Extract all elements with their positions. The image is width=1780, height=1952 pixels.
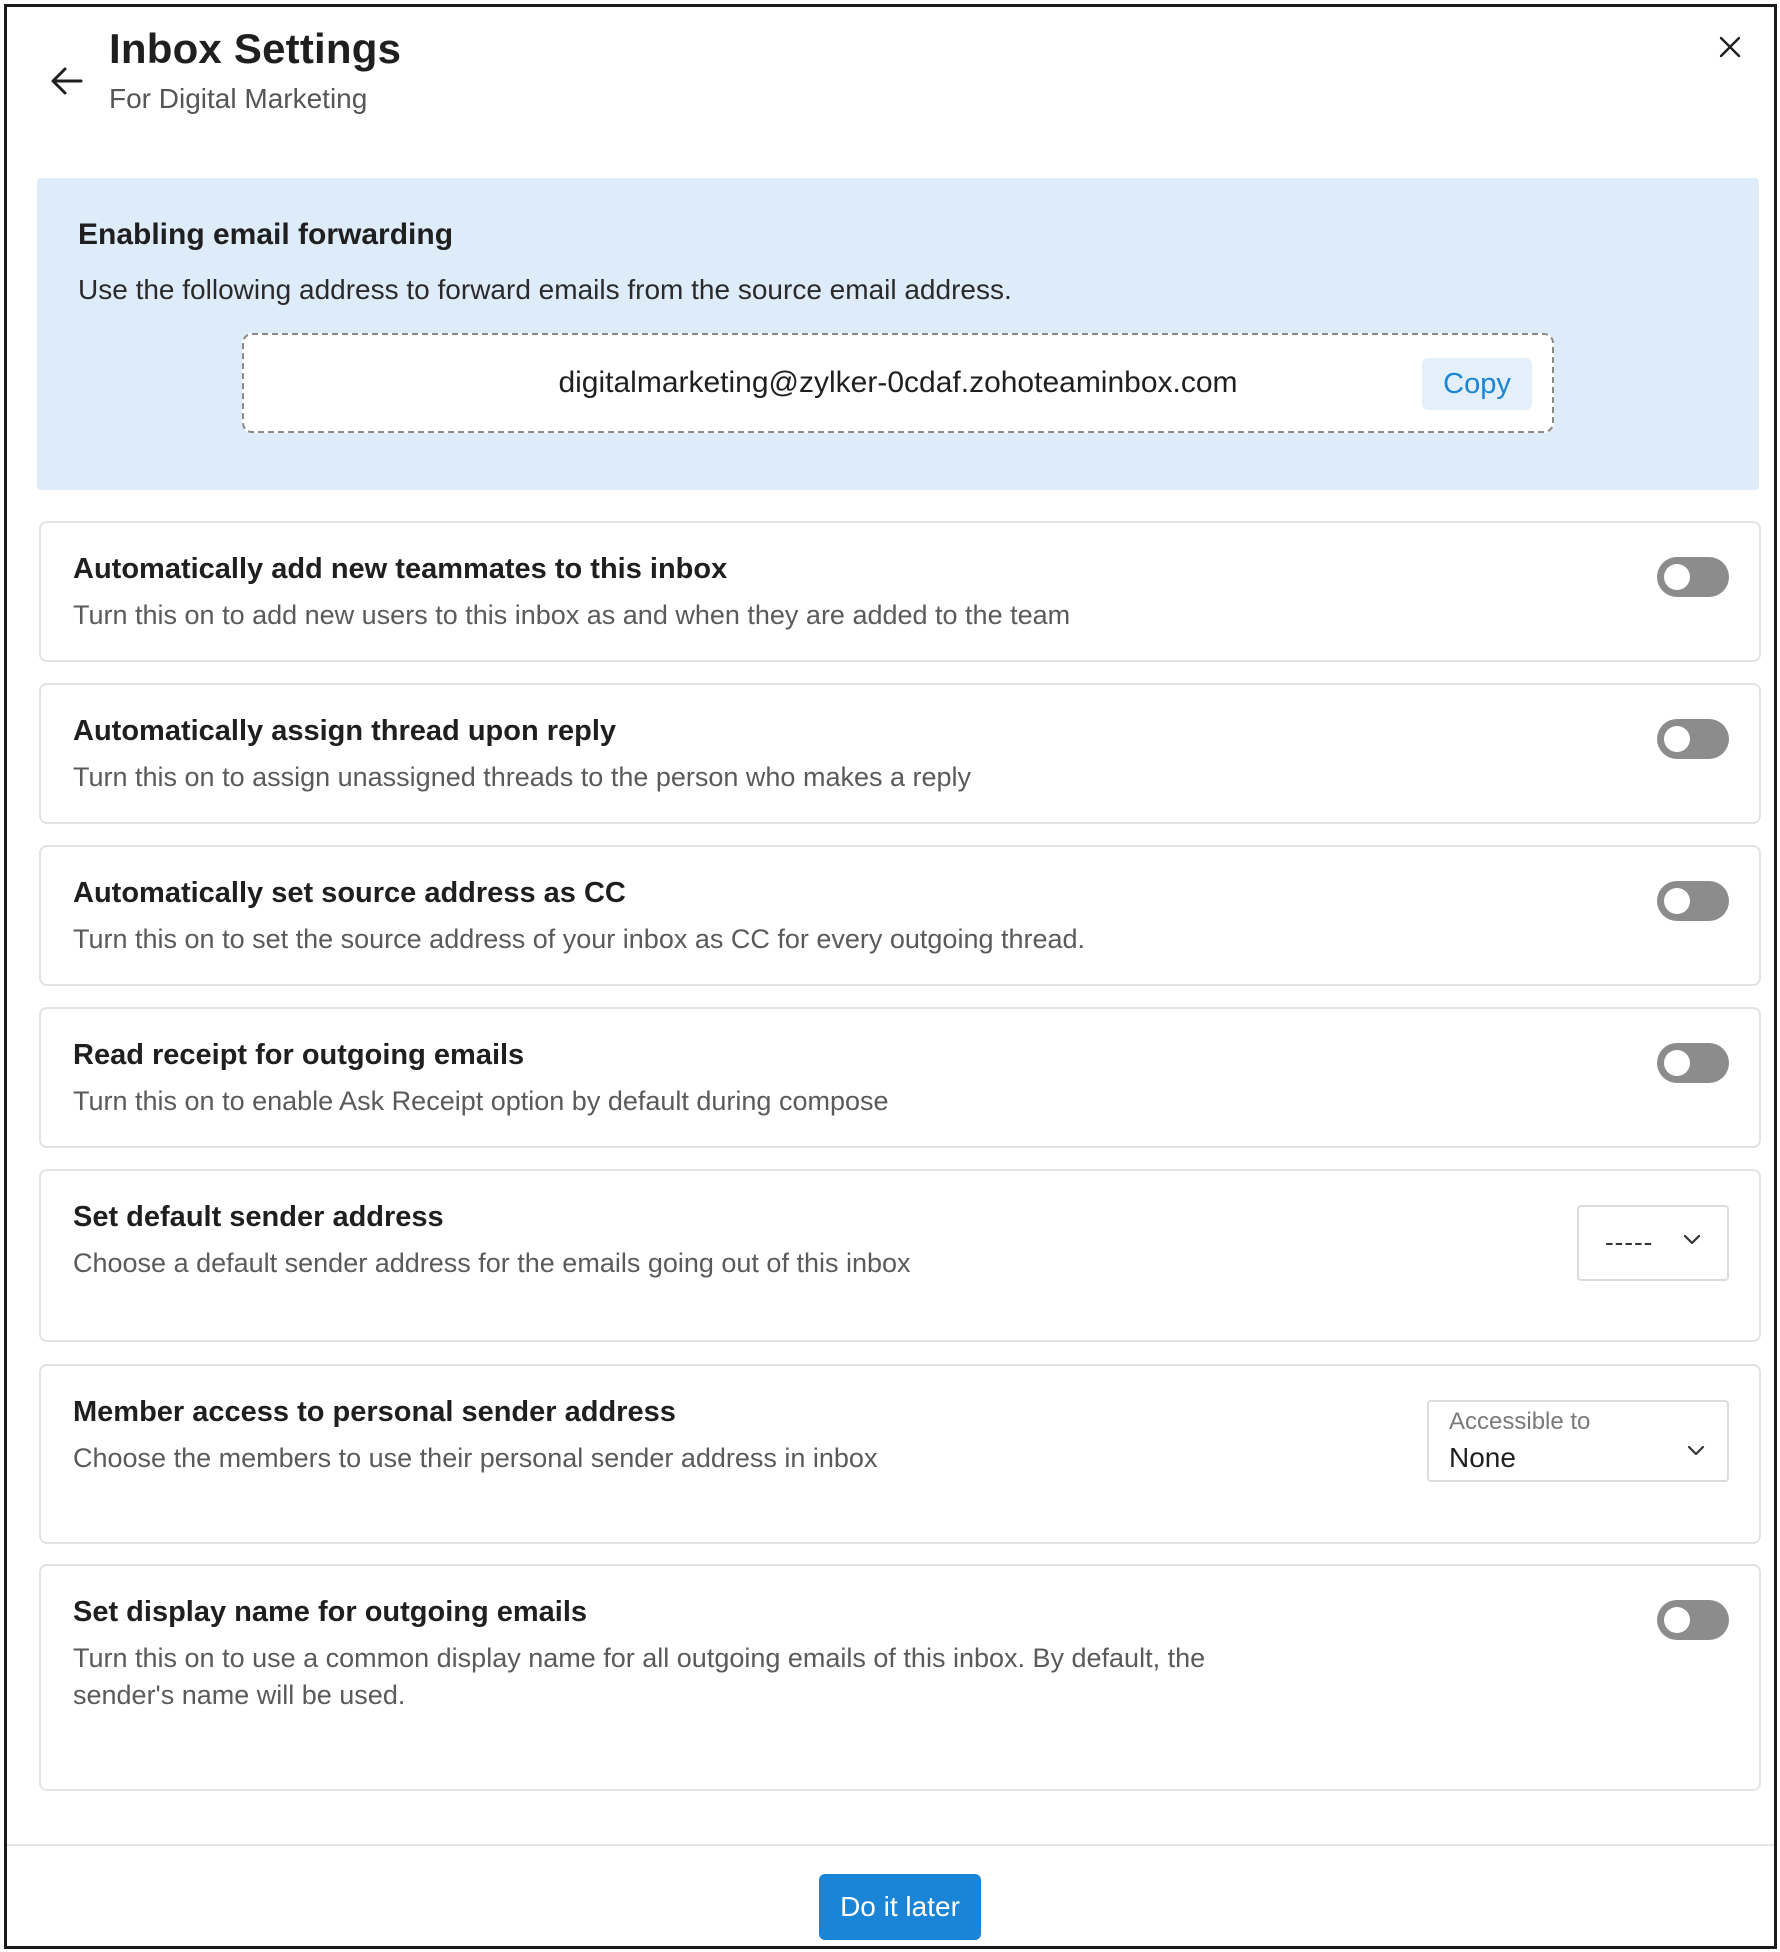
setting-card-member-access [39,1364,1761,1544]
back-arrow-icon[interactable] [45,59,89,103]
footer-divider [7,1844,1774,1846]
assign-thread-toggle[interactable] [1657,719,1729,759]
setting-description: Turn this on to enable Ask Receipt option by default during compose [73,1086,889,1116]
setting-card-read-receipt [39,1007,1761,1148]
select-label: Accessible to [1449,1408,1591,1435]
setting-title: Read receipt for outgoing emails [73,1039,525,1071]
setting-card-add-teammates [39,521,1761,662]
setting-card-default-sender [39,1169,1761,1342]
setting-description: Choose a default sender address for the emails going out of this inbox [73,1248,911,1278]
page-title: Inbox Settings [109,25,402,72]
do-it-later-button[interactable]: Do it later [819,1874,981,1940]
add-teammates-toggle[interactable] [1657,557,1729,597]
setting-description: Turn this on to add new users to this inbox as and when they are added to the team [73,600,1071,630]
select-value: None [1449,1442,1516,1473]
source-cc-toggle[interactable] [1657,881,1729,921]
setting-title: Automatically set source address as CC [73,877,626,909]
setting-card-assign-thread [39,683,1761,824]
forwarding-address-box [242,333,1554,433]
toggle-knob [1664,564,1690,590]
accessible-to-select[interactable] [1427,1400,1729,1482]
setting-title: Automatically assign thread upon reply [73,715,617,747]
setting-description: Choose the members to use their personal sender address in inbox [73,1443,878,1473]
setting-description: Turn this on to set the source address of your inbox as CC for every outgoing thread. [73,924,1086,954]
read-receipt-toggle[interactable] [1657,1043,1729,1083]
forwarding-description: Use the following address to forward emails from the source email address. [78,274,1012,305]
toggle-knob [1664,726,1690,752]
setting-title: Set display name for outgoing emails [73,1596,588,1628]
copy-button[interactable]: Copy [1422,358,1532,410]
setting-card-display-name [39,1564,1761,1791]
select-value: ----- [1605,1227,1654,1257]
toggle-knob [1664,1607,1690,1633]
chevron-down-icon [1683,1233,1701,1251]
setting-description: Turn this on to use a common display name for all outgoing emails of this inbox. By default, the sender's name will be used. [73,1643,1206,1710]
email-forwarding-panel [37,178,1759,490]
default-sender-select[interactable] [1577,1205,1729,1281]
toggle-knob [1664,888,1690,914]
forwarding-heading: Enabling email forwarding [78,218,454,251]
close-icon[interactable] [1710,27,1750,67]
display-name-toggle[interactable] [1657,1600,1729,1640]
page-subtitle: For Digital Marketing [109,83,368,114]
toggle-knob [1664,1050,1690,1076]
setting-title: Member access to personal sender address [73,1396,676,1428]
setting-title: Set default sender address [73,1201,444,1233]
setting-description: Turn this on to assign unassigned threads to the person who makes a reply [73,762,972,792]
forwarding-address: digitalmarketing@zylker-0cdaf.zohoteaminbox.com [558,366,1238,399]
setting-card-source-cc [39,845,1761,986]
setting-title: Automatically add new teammates to this inbox [73,553,728,585]
inbox-settings-dialog [4,4,1777,1949]
chevron-down-icon [1687,1444,1705,1462]
